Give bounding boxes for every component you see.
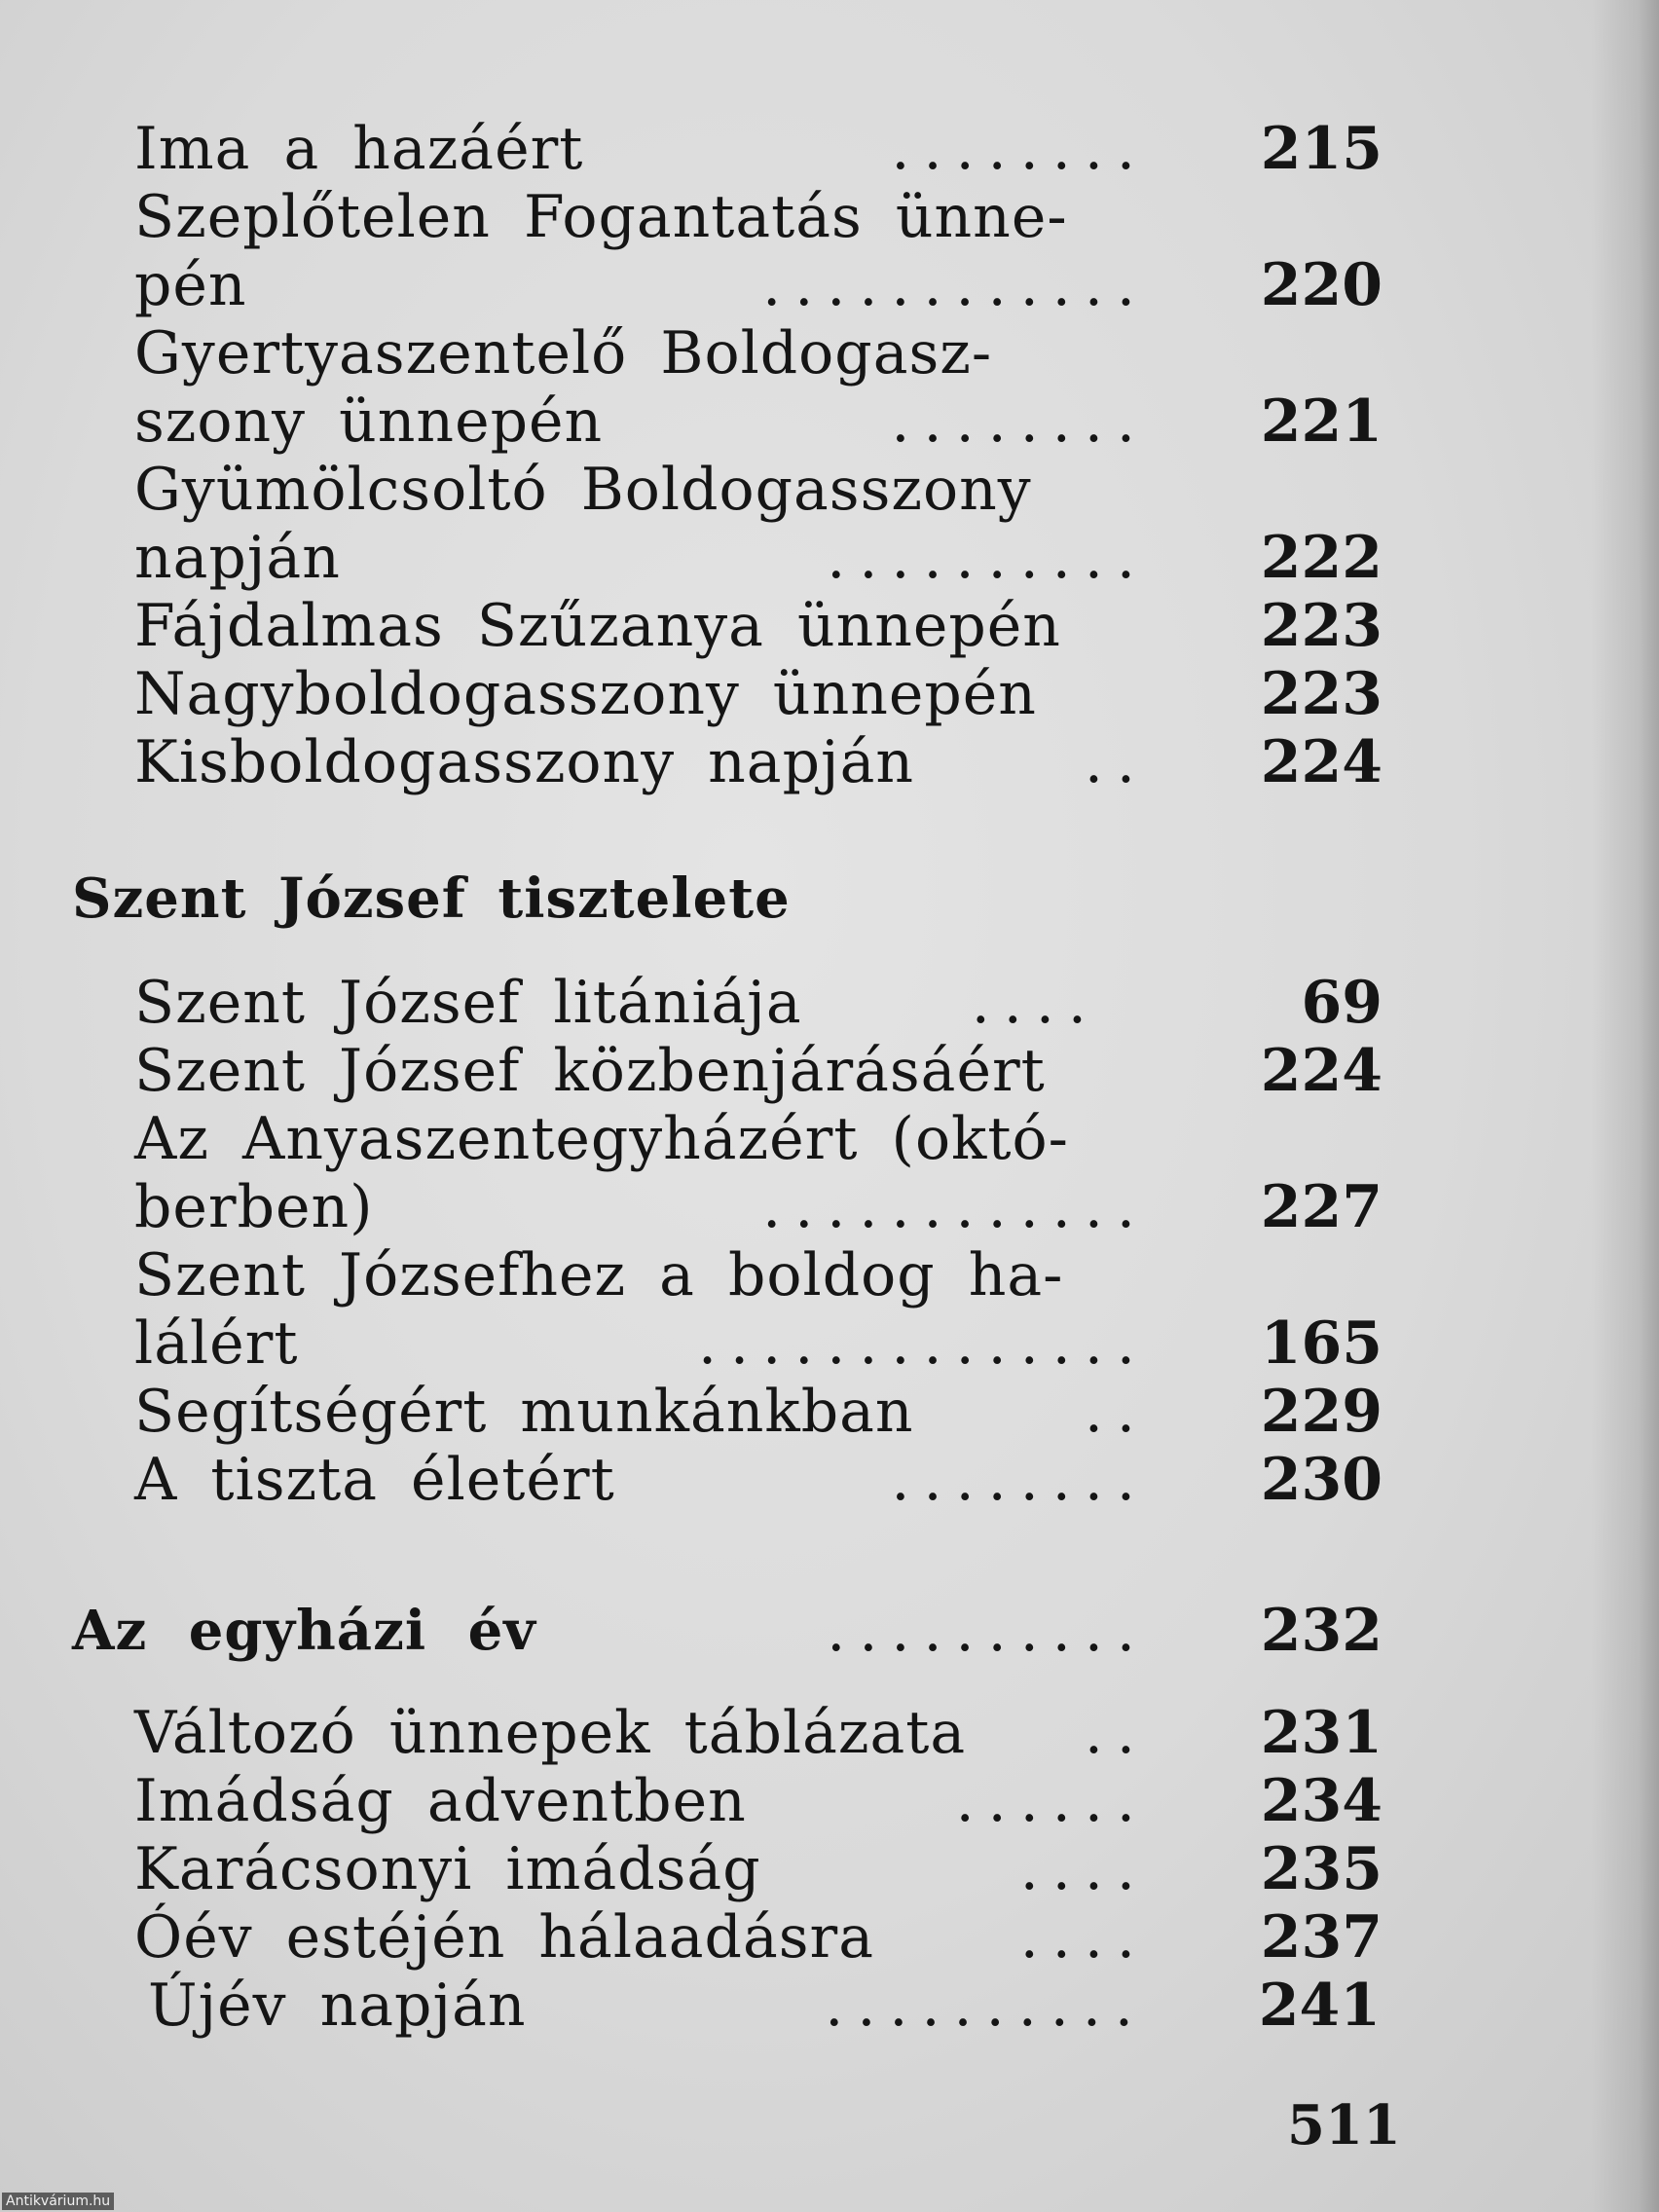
dot-leader: .... (1019, 1903, 1149, 1972)
toc-entry (134, 1378, 1382, 1446)
entry-title: Újév napján (148, 1972, 527, 2040)
toc-entry (134, 1173, 1382, 1241)
entry-page: 221 (1260, 387, 1382, 456)
entry-title: Szent Józsefhez a boldog ha- (134, 1241, 1064, 1309)
toc-entry (134, 387, 1382, 456)
entry-page: 223 (1260, 592, 1382, 660)
entry-title: Segítségért munkánkban (134, 1378, 914, 1446)
entry-title: Kisboldogasszony napján (134, 728, 915, 796)
dot-leader: .......... (827, 524, 1149, 592)
entry-title: Szent József közbenjárásáért (134, 1037, 1046, 1105)
toc-entry (134, 1446, 1382, 1514)
toc-entry (134, 969, 1382, 1037)
toc-entry (134, 728, 1382, 796)
entry-page: 231 (1260, 1699, 1382, 1767)
dot-leader: ............ (762, 1173, 1149, 1241)
entry-title: Az Anyaszentegyházért (októ- (134, 1105, 1069, 1173)
dot-leader: .... (1019, 1835, 1149, 1903)
entry-page: 224 (1260, 1037, 1382, 1105)
entry-title: Szent József litániája (134, 969, 802, 1037)
entry-page: 165 (1260, 1309, 1382, 1378)
entry-page: 230 (1260, 1446, 1382, 1514)
section-heading: Szent József tisztelete (72, 866, 791, 931)
dot-leader: ........ (891, 1446, 1149, 1514)
toc-entry (134, 456, 1382, 524)
entry-page: 215 (1260, 115, 1382, 183)
entry-title: Ima a hazáért (134, 115, 584, 183)
toc-entry (134, 524, 1382, 592)
dot-leader: .......... (827, 1597, 1149, 1665)
entry-page: 229 (1260, 1378, 1382, 1446)
dot-leader: .. (1084, 1699, 1149, 1767)
page-number: 511 (1287, 2093, 1401, 2157)
entry-title: pén (134, 251, 247, 319)
section-heading-row (72, 1597, 1382, 1665)
dot-leader: .. (1084, 728, 1149, 796)
section-heading: Az egyházi év (72, 1599, 536, 1663)
dot-leader: ............ (762, 251, 1149, 319)
entry-page: 69 (1301, 969, 1382, 1037)
entry-title: Imádság adventben (134, 1767, 747, 1835)
entry-title: Karácsonyi imádság (134, 1835, 761, 1903)
dot-leader: ........ (891, 115, 1149, 183)
toc-entry (148, 1972, 1381, 2040)
entry-title: Gyertyaszentelő Boldogasz- (134, 319, 993, 387)
toc-entry (134, 1903, 1382, 1972)
dot-leader: ........ (891, 387, 1149, 456)
dot-leader: ...... (955, 1767, 1149, 1835)
toc-entry (134, 660, 1382, 728)
toc-entry (134, 115, 1382, 183)
entry-page: 237 (1260, 1903, 1382, 1972)
watermark: Antikvárium.hu (2, 2193, 114, 2210)
toc-entry (134, 251, 1382, 319)
entry-title: Fájdalmas Szűzanya ünnepén (134, 592, 1061, 660)
entry-page: 223 (1260, 660, 1382, 728)
entry-title: napján (134, 524, 341, 592)
dot-leader: .......... (825, 1972, 1147, 2040)
entry-page: 224 (1260, 728, 1382, 796)
entry-title: szony ünnepén (134, 387, 604, 456)
entry-title: lálért (134, 1309, 299, 1378)
dot-leader: .... (971, 969, 1100, 1037)
entry-title: Gyümölcsoltó Boldogasszony (134, 456, 1032, 524)
entry-title: berben) (134, 1173, 374, 1241)
entry-title: Szeplőtelen Fogantatás ünne- (134, 183, 1068, 251)
toc-entry (134, 1699, 1382, 1767)
entry-page: 234 (1260, 1767, 1382, 1835)
toc-entry (134, 319, 1382, 387)
toc-entry (134, 1037, 1382, 1105)
spine-shadow (1591, 0, 1659, 2212)
dot-leader: .............. (697, 1309, 1149, 1378)
entry-title: Nagyboldogasszony ünnepén (134, 660, 1037, 728)
entry-page: 222 (1260, 524, 1382, 592)
entry-page: 220 (1260, 251, 1382, 319)
toc-entry (134, 1241, 1382, 1309)
toc-entry (134, 1309, 1382, 1378)
toc-entry (134, 592, 1382, 660)
toc-entry (134, 1105, 1382, 1173)
toc-entry (134, 1767, 1382, 1835)
entry-title: Óév estéjén hálaadásra (134, 1903, 874, 1972)
entry-page: 235 (1260, 1835, 1382, 1903)
toc-entry (134, 1835, 1382, 1903)
toc-entry (134, 183, 1382, 251)
section-page: 232 (1260, 1597, 1382, 1665)
entry-page: 227 (1260, 1173, 1382, 1241)
entry-page: 241 (1258, 1972, 1381, 2040)
dot-leader: .. (1084, 1378, 1149, 1446)
entry-title: A tiszta életért (134, 1446, 615, 1514)
entry-title: Változó ünnepek táblázata (134, 1699, 967, 1767)
